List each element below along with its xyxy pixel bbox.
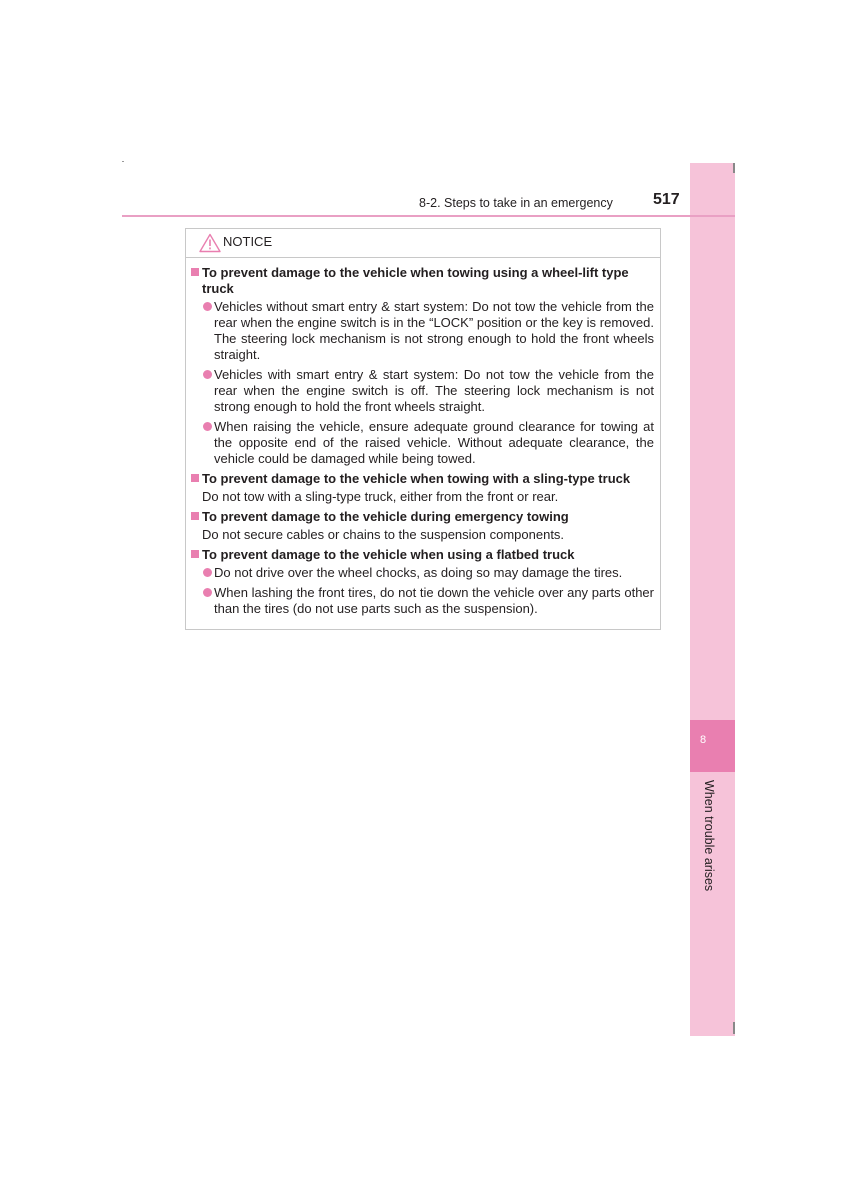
list-item: When raising the vehicle, ensure adequate ground clearance for towing at the opposite end of the raised vehicle. Without adequate clearance, the vehicle could be damaged while being towed. <box>190 419 658 467</box>
list-item: Vehicles with smart entry & start system: Do not tow the vehicle from the rear when the engine switch is off. The steering lock mechanism is not strong enough to hold the front wheels straight. <box>190 367 658 415</box>
section-heading: To prevent damage to the vehicle during emergency towing <box>190 509 658 525</box>
circle-bullet-icon <box>203 588 212 597</box>
crop-mark <box>122 161 124 162</box>
square-bullet-icon <box>191 550 199 558</box>
circle-bullet-icon <box>203 422 212 431</box>
circle-bullet-icon <box>203 568 212 577</box>
square-bullet-icon <box>191 512 199 520</box>
list-item: Do not drive over the wheel chocks, as doing so may damage the tires. <box>190 565 658 581</box>
section-heading: To prevent damage to the vehicle when towing using a wheel-lift type truck <box>190 265 658 297</box>
notice-label: NOTICE <box>223 234 273 249</box>
square-bullet-icon <box>191 474 199 482</box>
section-text: Do not tow with a sling-type truck, either from the front or rear. <box>202 489 559 504</box>
section-heading: To prevent damage to the vehicle when using a flatbed truck <box>190 547 658 563</box>
list-item: Vehicles without smart entry & start system: Do not tow the vehicle from the rear when the engine switch is in the “LOCK” position or the key is removed. The steering lock mechanism is not strong enough to hold the front wheels straight. <box>190 299 658 363</box>
notice-box <box>185 228 661 630</box>
notice-content <box>190 265 658 621</box>
circle-bullet-icon <box>203 370 212 379</box>
notice-header <box>186 229 660 258</box>
list-item: When lashing the front tires, do not tie down the vehicle over any parts other than the tires (do not use parts such as the suspension). <box>190 585 658 617</box>
crop-mark <box>733 1022 735 1034</box>
warning-triangle-icon <box>199 233 221 253</box>
chapter-number: 8 <box>699 734 707 746</box>
circle-bullet-icon <box>203 302 212 311</box>
section-heading: To prevent damage to the vehicle when towing with a sling-type truck <box>190 471 658 487</box>
header-rule <box>122 215 735 217</box>
section-text: Do not secure cables or chains to the suspension components. <box>202 527 565 542</box>
section-title: 8-2. Steps to take in an emergency <box>419 196 613 210</box>
chapter-tab[interactable] <box>690 720 735 772</box>
crop-mark <box>733 163 735 173</box>
chapter-title: When trouble arises <box>702 780 716 892</box>
page-number: 517 <box>653 191 680 208</box>
square-bullet-icon <box>191 268 199 276</box>
